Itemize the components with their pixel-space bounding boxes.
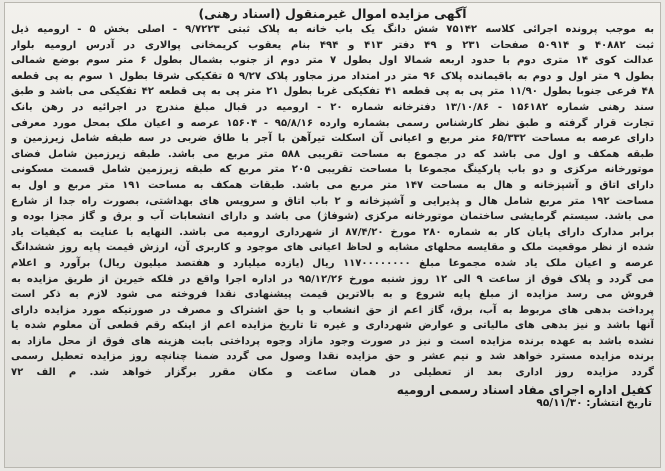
notice-line: برنده مزایده مسترد خواهد شد و نیم عشر و حق مزایده نقدا وصول می گردد ضمنا چنانچه روز مزایده تعطیل رسمی bbox=[11, 351, 654, 363]
notice-line: ثبت ۴۰۸۸۲ و ۵۰۹۱۴ صفحات ۲۳۱ و ۴۹ دفتر ۴۱۳ و ۴۹۴ بنام یعقوب کریمخانی پوالاری در آدرس ارومیه بلوار bbox=[11, 39, 654, 51]
notice-line: فروش می رسد مزایده از مبلغ پایه شروع و به بالاترین قیمت پیشنهادی نقدا فروخته می شود لازم به ذکر است bbox=[11, 289, 654, 301]
notice-line: عرصه و اعیان ملک یاد شده مجموعا مبلغ ۱۱۷۰۰۰۰۰۰۰۰ ریال (یازده میلیارد و هفتصد میلیون ریال) برآورد و اعلام bbox=[11, 257, 654, 269]
notice-line: می باشد. سیستم گرمایشی ساختمان موتورخانه مرکزی (شوفاژ) می باشد و دارای انشعابات آب و برق و گاز مجزا بوده و bbox=[11, 211, 654, 223]
notice-body bbox=[11, 22, 654, 381]
notice-line: دارای عرصه به مساحت ۶۵/۳۳۲ متر مربع و اعیانی آن اسکلت تیرآهن با آجر با طاق ضربی در سه طبقه شامل زیرزمین و bbox=[11, 133, 654, 145]
notice-line: پرداخت بدهی های مربوط به آب، برق، گاز اعم از حق انشعاب و یا حق اشتراک و مصرف در صورتیکه مورد مزایده دارای bbox=[11, 304, 654, 316]
notice-line: مساحت ۱۹۲ متر مربع شامل هال و پذیرایی و آشپزخانه و ۲ باب اتاق و سرویس های بهداشتی، بصورت راه جدا از شارع bbox=[11, 195, 654, 207]
notice-line: شده از نظر موقعیت ملک و مقایسه محلهای مشابه و لحاظ اعیانی های موجود و کاربری آن، ارزش قیمت پایه روز ششدانگ bbox=[11, 242, 654, 254]
notice-line: عدالت کوی ۱۴ متری دوم با حدود اربعه شمالا اول بطول ۷ متر دوم از جنوب بشمال بطول ۶ متر سوم بوضع شمالی bbox=[11, 55, 654, 67]
notice-line: به موجب پرونده اجرائی کلاسه ۷۵۱۴۲ شش دانگ یک باب خانه به پلاک ثبتی ۹/۷۲۲۳ - اصلی بخش ۵ - ارومیه ذیل bbox=[11, 24, 654, 35]
publication-date: تاریخ انتشار: ۹۵/۱۱/۳۰ bbox=[536, 396, 652, 409]
notice-line: نشده باشد به عهده برنده مزایده است و نیز در صورت وجود مازاد وجوه پرداختی بابت هزینه های فوق از محل مازاد به bbox=[11, 335, 654, 347]
notice-title: آگهی مزایده اموال غیرمنقول (اسناد رهنی) bbox=[198, 6, 467, 21]
notice-signature: کفیل اداره اجرای مفاد اسناد رسمی ارومیه bbox=[396, 382, 652, 397]
newspaper-clipping bbox=[4, 2, 661, 468]
notice-line: آنها باشد و نیز بدهی های مالیاتی و عوارض شهرداری و غیره تا تاریخ مزایده اعم از اینکه رقم قطعی آن معلوم شده یا bbox=[11, 320, 654, 332]
notice-line: موتورخانه مرکزی و دو باب پارکینگ مجموعا با مساحت تقریبی ۲۰۵ متر مربع که طبقه زیرزمین شامل قسمت مسکونی bbox=[11, 164, 654, 176]
notice-line: سند رهنی شماره ۱۵۶۱۸۲ - ۱۳/۱۰/۸۶ دفترخانه شماره ۲۰ - ارومیه در قبال مبلغ مندرج در اجرائیه در رهن بانک bbox=[11, 101, 654, 113]
notice-line: طبقه همکف و اول می باشد که در مجموع به مساحت تقریبی ۵۸۸ متر مربع می باشد. طبقه زیرزمین شامل فضای bbox=[11, 148, 654, 160]
notice-line: برابر مدارک دارای پایان کار به شماره ۲۸۰ مورخ ۸۷/۴/۲۰ از شهرداری ارومیه می باشد. النهایه با عنایت به کیفیات یاد bbox=[11, 226, 654, 238]
notice-line: ۴۸ فرعی جنوبا بطول ۱۱/۹۰ متر پی به پی قطعه ۴۱ تفکیکی غربا بطول ۲۱ متر پی به پی قطعه ۴۲ تفکیکی می باشد و طبق bbox=[11, 86, 654, 98]
notice-line: تجارت قرار گرفته و طبق نظر کارشناس رسمی بشماره وارده ۹۵/۸/۱۶ - ۱۵۶۰۴ عرصه و اعیان ملک بمحل مورد معرفی bbox=[11, 117, 654, 129]
notice-line: دارای اتاق و آشپزخانه و هال به مساحت ۱۴۷ متر مربع می باشد. طبقات همکف به مساحت ۱۹۱ متر مربع و اول به bbox=[11, 179, 654, 191]
notice-line: گردد مزایده روز اداری بعد از تعطیلی در همان ساعت و مکان مقرر برگزار خواهد شد. م الف ۷۲ bbox=[11, 367, 654, 379]
notice-line: بطول ۹ متر اول و دوم به باقیمانده پلاک ۹۶ متر در امتداد مرز مجاور پلاک ۹/۲۷ ۵ تقکیکی شرقا بطول ۱ سوم به پی قطعه bbox=[11, 70, 654, 82]
notice-line: می گردد و پلاک فوق از ساعت ۹ الی ۱۲ روز شنبه مورخ ۹۵/۱۲/۲۶ در اداره اجرا واقع در فلکه خیرین از طریق مزایده به bbox=[11, 273, 654, 285]
